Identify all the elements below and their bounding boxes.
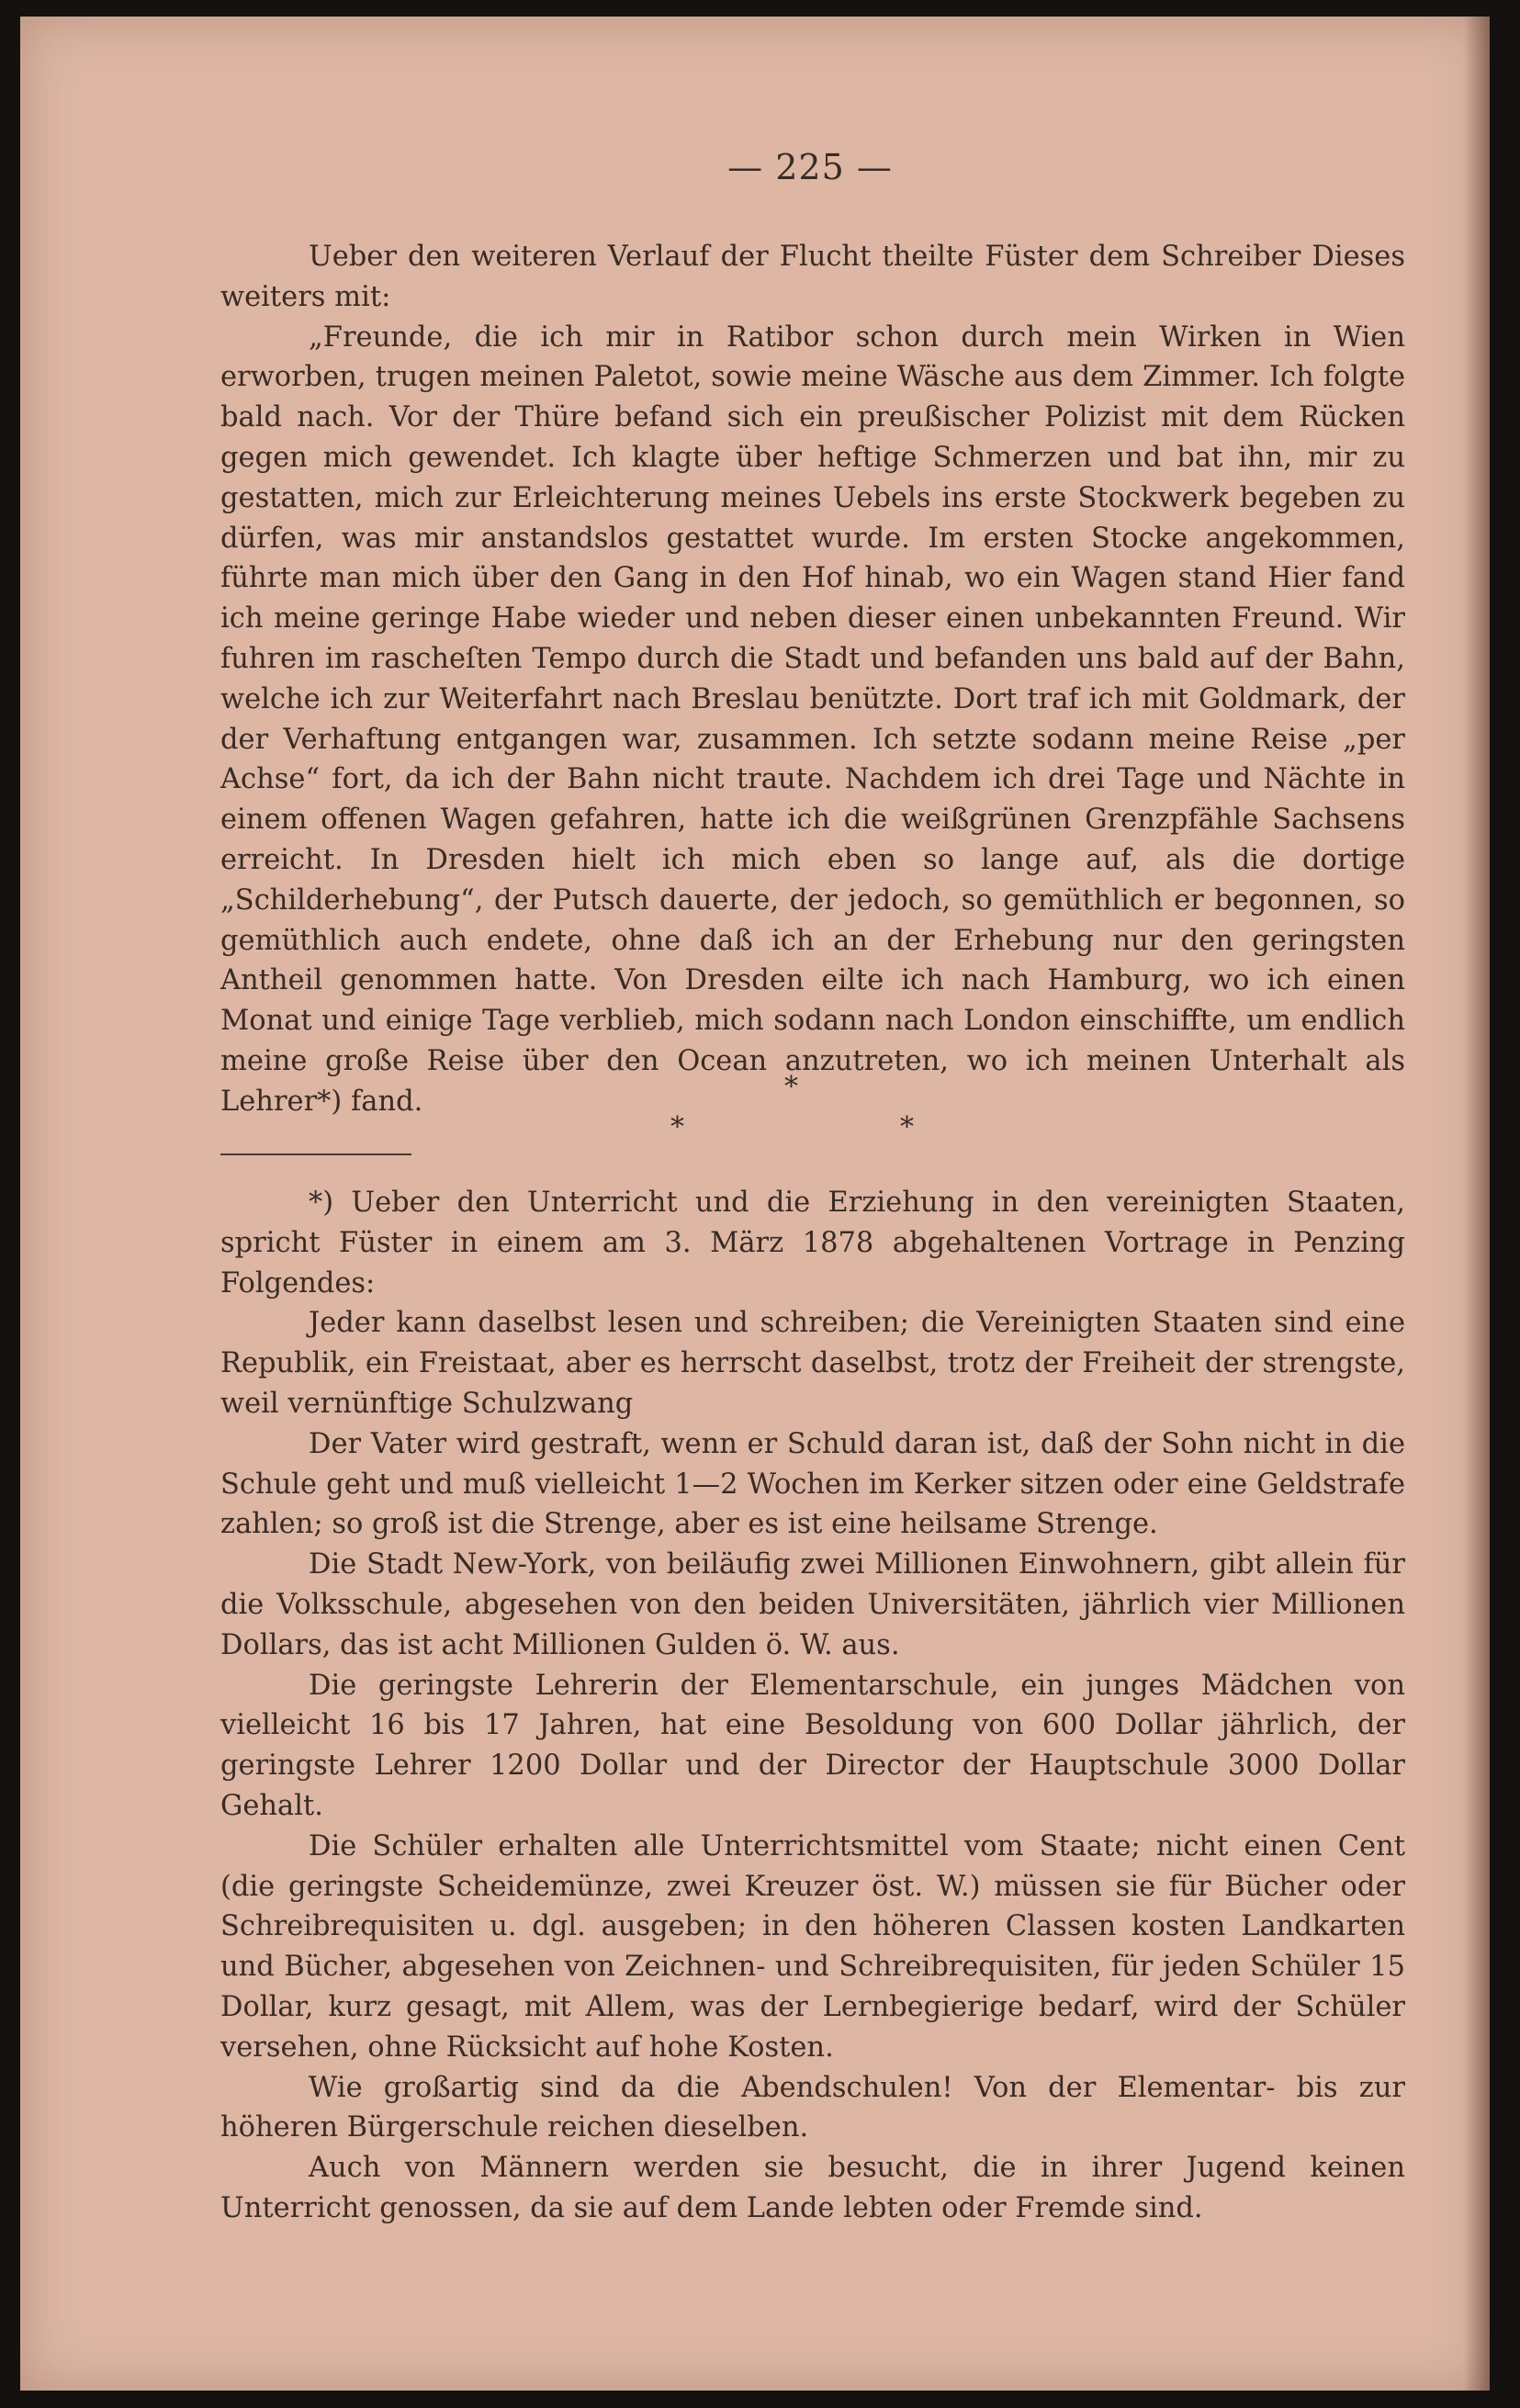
footnote-paragraph: Auch von Männern werden sie besucht, die in ihrer Jugend keinen Unterricht genossen, da sie auf dem Lande lebten oder Fremde sind. [220, 2152, 1405, 2224]
footnote-text [220, 1183, 1405, 2229]
book-page [20, 17, 1490, 2391]
separator-star-right: * [900, 1111, 914, 1143]
paragraph-quote: „Freunde, die ich mir in Ratibor schon durch mein Wirken in Wien erworben, trugen meinen Paletot, sowie meine Wäsche aus dem Zimmer. Ich folgte bald nach. Vor der Thüre befand sich ein preußischer Polizist mit dem Rücken gegen mich gewendet. Ich klagte über heftige Schmerzen und bat ihn, mir zu gestatten, mich zur Erleichterung meines Uebels ins erste Stockwerk begeben zu dürfen, was mir anstandslos gestattet wurde. Im ersten Stocke angekommen, führte man mich über den Gang in den Hof hinab, wo ein Wagen stand Hier fand ich meine geringe Habe wieder und neben dieser einen unbekannten Freund. Wir fuhren im rascheſten Tempo durch die Stadt und befanden uns bald auf der Bahn, welche ich zur Weiterfahrt nach Breslau benützte. Dort traf ich mit Goldmark, der der Verhaftung entgangen war, zusammen. Ich setzte sodann meine Reise „per Achse“ fort, da ich der Bahn nicht traute. Nachdem ich drei Tage und Nächte in einem offenen Wagen gefahren, hatte ich die weißgrünen Grenzpfähle Sachsens erreicht. In Dresden hielt ich mich eben so lange auf, als die dortige „Schilderhebung“, der Putsch dauerte, der jedoch, so gemüthlich er begonnen, so gemüthlich auch endete, ohne daß ich an der Erhebung nur den geringsten Antheil genommen hatte. Von Dresden eilte ich nach Hamburg, wo ich einen Monat und einige Tage verblieb, mich sodann nach London einschiffte, um endlich meine große Reise über den Ocean anzutreten, wo ich meinen Unterhalt als Lehrer*) fand. [220, 321, 1405, 1118]
main-text [220, 237, 1405, 1122]
footnote-paragraph: *) Ueber den Unterricht und die Erziehung in den vereinigten Staaten, spricht Füster in einem am 3. März 1878 abgehaltenen Vortrage in Penzing Folgendes: [220, 1187, 1405, 1300]
separator-star-top: * [784, 1071, 798, 1103]
page-gutter-shadow [1464, 17, 1490, 2391]
footnote-rule [220, 1153, 411, 1155]
footnote-paragraph: Der Vater wird gestraft, wenn er Schuld daran ist, daß der Sohn nicht in die Schule geht und muß vielleicht 1—2 Wochen im Kerker sitzen oder eine Geldstrafe zahlen; so groß ist die Strenge, aber es ist eine heilsame Strenge. [220, 1427, 1405, 1541]
footnote-paragraph: Jeder kann daselbst lesen und schreiben; die Vereinigten Staaten sind eine Republik, ein Freistaat, aber es herrscht daselbst, trotz der Freiheit der strengste, weil vernünftige Schulzwang [220, 1307, 1405, 1420]
footnote-paragraph: Wie großartig sind da die Abendschulen! Von der Elementar- bis zur höheren Bürgerschule reichen dieselben. [220, 2071, 1405, 2144]
separator-star-left: * [670, 1111, 684, 1143]
footnote-paragraph: Die Stadt New-York, von beiläufig zwei Millionen Einwohnern, gibt allein für die Volksschule, abgesehen von den beiden Universitäten, jährlich vier Millionen Dollars, das ist acht Millionen Gulden ö. W. aus. [220, 1548, 1405, 1661]
page-number: — 225 — [727, 147, 893, 187]
paragraph-intro: Ueber den weiteren Verlauf der Flucht theilte Füster dem Schreiber Dieses weiters mit: [220, 241, 1405, 313]
footnote-paragraph: Die Schüler erhalten alle Unterrichtsmittel vom Staate; nicht einen Cent (die geringste Scheidemünze, zwei Kreuzer öst. W.) müssen sie für Bücher oder Schreibrequisiten u. dgl. ausgeben; in den höheren Classen kosten Landkarten und Bücher, abgesehen von Zeichnen- und Schreibrequisiten, für jeden Schüler 15 Dollar, kurz gesagt, mit Allem, was der Lernbegierige bedarf, wird der Schüler versehen, ohne Rücksicht auf hohe Kosten. [220, 1829, 1405, 2064]
footnote-paragraph: Die geringste Lehrerin der Elementarschule, ein junges Mädchen von vielleicht 16 bis 17 Jahren, hat eine Besoldung von 600 Dollar jährlich, der geringste Lehrer 1200 Dollar und der Director der Hauptschule 3000 Dollar Gehalt. [220, 1669, 1405, 1822]
